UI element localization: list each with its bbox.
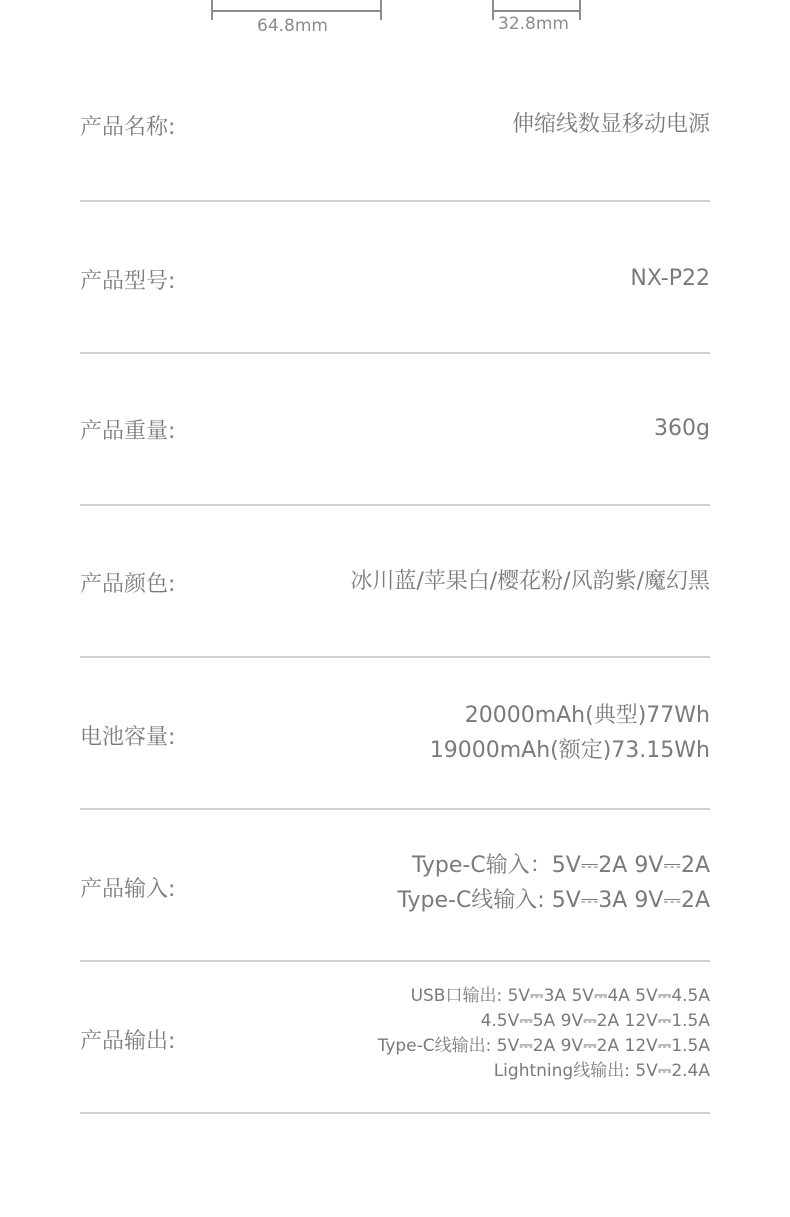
dimension-tick-right: [579, 0, 581, 20]
spec-value: [397, 848, 710, 918]
spec-value-line: NX-P22: [630, 266, 710, 291]
spec-value-line: 伸缩线数显移动电源: [511, 112, 710, 137]
spec-row-input: [80, 810, 710, 962]
spec-value-line: 4.5V⎓5A 9V⎓2A 12V⎓1.5A: [480, 1011, 710, 1031]
spec-label: 产品输入:: [80, 877, 176, 902]
spec-value: [430, 698, 710, 768]
spec-value-line: 冰川蓝/苹果白/樱花粉/风韵紫/魔幻黑: [350, 569, 710, 594]
spec-value: [630, 261, 710, 296]
width-dimension-label: 64.8mm: [257, 16, 328, 36]
depth-dimension: [492, 0, 581, 40]
dimension-tick-right: [380, 0, 382, 20]
spec-value-line: 20000mAh(典型)77Wh: [464, 703, 710, 728]
spec-value: [350, 564, 710, 599]
spec-value: [512, 107, 710, 142]
spec-value: [378, 984, 710, 1084]
width-dimension: [211, 0, 382, 40]
spec-label: 产品输出:: [80, 1029, 176, 1054]
spec-row-name: [80, 50, 710, 202]
dimension-line: [211, 10, 382, 12]
spec-value-line: Type-C线输出: 5V⎓2A 9V⎓2A 12V⎓1.5A: [377, 1036, 710, 1056]
spec-row-output: [80, 962, 710, 1114]
spec-value-line: Type-C输入：5V⎓2A 9V⎓2A: [411, 853, 710, 878]
spec-value-line: USB口输出: 5V⎓3A 5V⎓4A 5V⎓4.5A: [410, 986, 710, 1006]
spec-row-weight: [80, 354, 710, 506]
spec-row-capacity: [80, 658, 710, 810]
spec-row-color: [80, 506, 710, 658]
spec-value-line: 360g: [654, 416, 710, 441]
spec-value-line: Lightning线输出: 5V⎓2.4A: [493, 1061, 710, 1081]
spec-label: 产品名称:: [80, 115, 176, 140]
spec-label: 产品重量:: [80, 419, 176, 444]
spec-row-model: [80, 202, 710, 354]
spec-value: [654, 411, 710, 446]
spec-label: 电池容量:: [80, 725, 176, 750]
spec-value-line: Type-C线输入: 5V⎓3A 9V⎓2A: [397, 888, 710, 913]
spec-label: 产品型号:: [80, 269, 176, 294]
spec-value-line: 19000mAh(额定)73.15Wh: [429, 738, 710, 763]
depth-dimension-label: 32.8mm: [498, 14, 569, 34]
spec-label: 产品颜色:: [80, 572, 176, 597]
dimension-line: [492, 10, 581, 12]
